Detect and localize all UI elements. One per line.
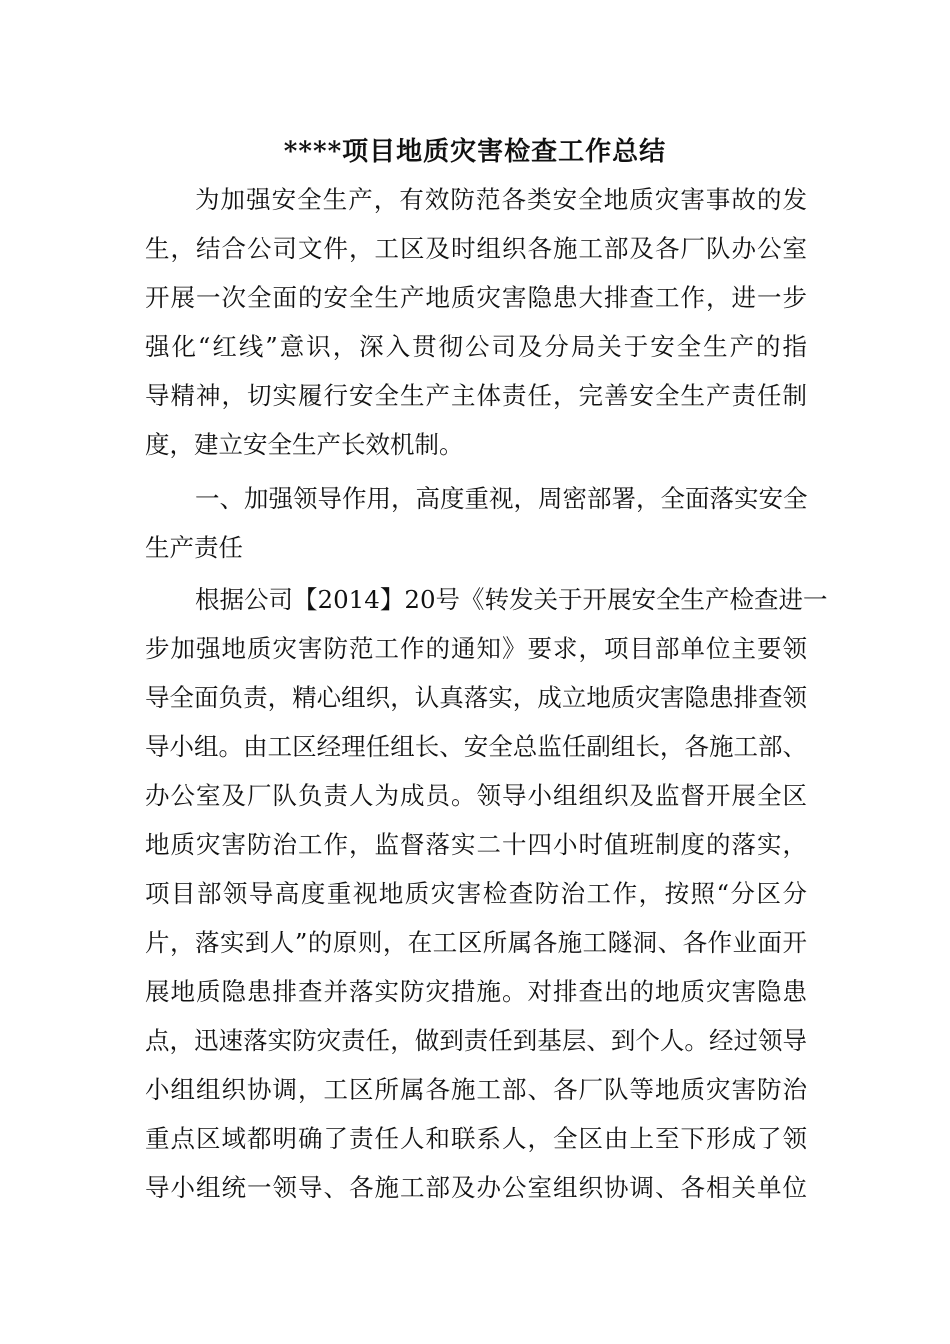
text-line: 重点区域都明确了责任人和联系人，全区由上至下形成了领 [145, 1124, 807, 1153]
text-line: 度，建立安全生产长效机制。 [145, 430, 464, 459]
text-line: 一、加强领导作用，高度重视，周密部署，全面落实安全 [195, 484, 808, 513]
text-line: 片，落实到人”的原则，在工区所属各施工隧洞、各作业面开 [145, 928, 807, 957]
text-line: 根据公司【2014】20号《转发关于开展安全生产检查进一 [195, 585, 828, 614]
text-line: 导精神，切实履行安全生产主体责任，完善安全生产责任制 [145, 381, 807, 410]
text-line: 展地质隐患排查并落实防灾措施。对排查出的地质灾害隐患 [145, 977, 807, 1006]
text-line: 导全面负责，精心组织，认真落实，成立地质灾害隐患排查领 [145, 683, 807, 712]
text-line: 办公室及厂队负责人为成员。领导小组组织及监督开展全区 [145, 781, 807, 810]
text-line: 点，迅速落实防灾责任，做到责任到基层、到个人。经过领导 [145, 1026, 807, 1055]
text-line: 生，结合公司文件，工区及时组织各施工部及各厂队办公室 [145, 234, 807, 263]
text-line: 强化“红线”意识，深入贯彻公司及分局关于安全生产的指 [145, 332, 807, 361]
text-line: 导小组统一领导、各施工部及办公室组织协调、各相关单位 [145, 1173, 807, 1202]
text-line: 项目部领导高度重视地质灾害检查防治工作，按照“分区分 [145, 879, 807, 908]
text-line: 生产责任 [145, 533, 243, 562]
text-line: 地质灾害防治工作，监督落实二十四小时值班制度的落实， [145, 830, 807, 859]
document-title: ****项目地质灾害检查工作总结 [283, 137, 667, 167]
text-line: 步加强地质灾害防范工作的通知》要求，项目部单位主要领 [145, 634, 807, 663]
text-line: 为加强安全生产，有效防范各类安全地质灾害事故的发 [195, 185, 807, 214]
text-line: 开展一次全面的安全生产地质灾害隐患大排查工作，进一步 [145, 283, 807, 312]
text-line: 导小组。由工区经理任组长、安全总监任副组长，各施工部、 [145, 732, 807, 761]
text-line: 小组组织协调，工区所属各施工部、各厂队等地质灾害防治 [145, 1075, 807, 1104]
